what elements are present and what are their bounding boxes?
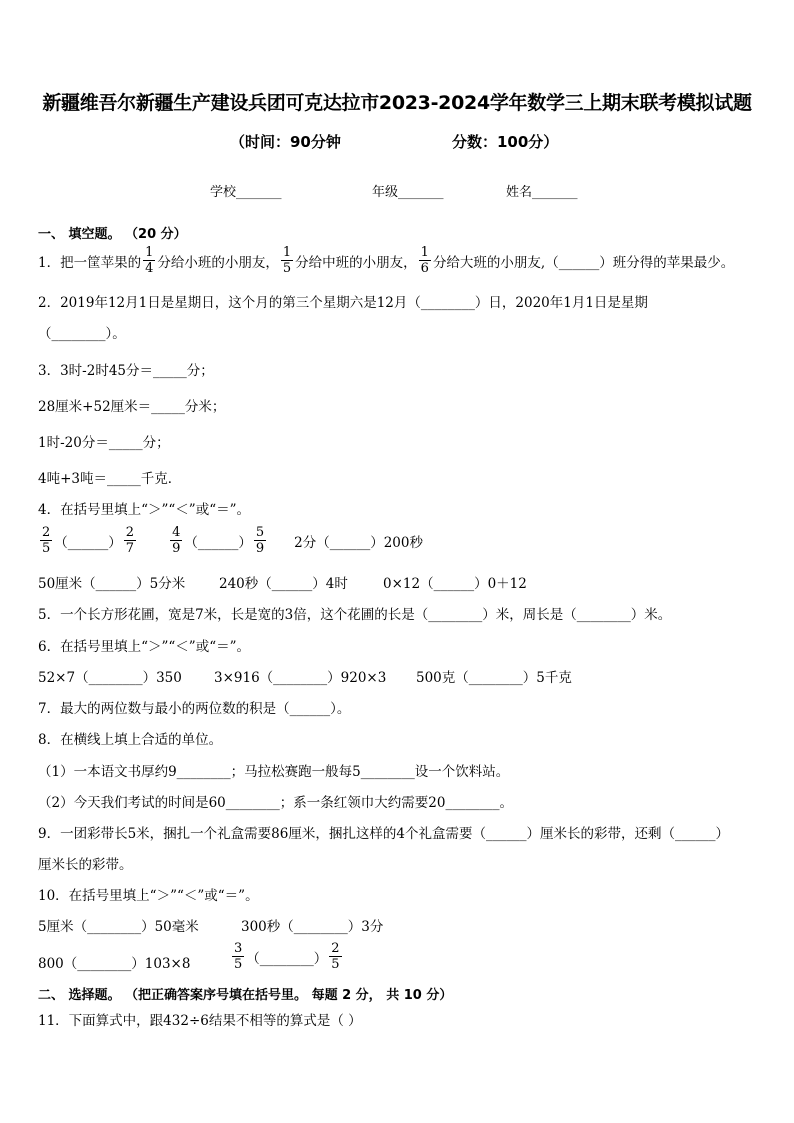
q1-text-b: 分给小班的小朋友，: [157, 254, 279, 271]
section-fill-blank-heading: 一、 填空题。 （20 分）: [38, 227, 187, 242]
question-2-line-1: 2．2019年12月1日是星期日，这个月的第三个星期六是12月（________）日，2020年1月1日是星期: [38, 295, 648, 311]
question-8-heading: 8．在横线上填上合适的单位。: [38, 732, 223, 748]
q1-text-a: 1．把一筐苹果的: [38, 254, 142, 271]
q10-fa-num: 3: [234, 941, 243, 956]
q1-fraction-3: [419, 245, 431, 276]
q1-f1-num: 1: [145, 245, 154, 260]
question-4-row-1: [38, 525, 423, 556]
q4-blank-2: （______）: [184, 534, 252, 551]
school-field: 学校_______: [210, 185, 282, 200]
q4-fb-num: 2: [125, 525, 135, 540]
q1-f2-den: 5: [282, 261, 292, 276]
q6-item-1: 52×7（________）350: [38, 670, 182, 686]
q10-item-1: 5厘米（________）50毫米: [38, 919, 199, 935]
q4-row2-item-1: 50厘米（______）5分米: [38, 576, 186, 592]
q10-fraction-a: [232, 941, 244, 972]
q10-item-4: [230, 941, 344, 972]
question-7: 7．最大的两位数与最小的两位数的积是（______）。: [38, 701, 351, 717]
q4-row1-item-3: 2分（______）200秒: [294, 534, 423, 551]
question-8-line-1: （1）一本语文书厚约9________；马拉松赛跑一般每5________设一个饮料站。: [38, 764, 510, 780]
exam-score: 分数：100分）: [452, 133, 559, 151]
q10-fb-num: 2: [331, 941, 340, 956]
exam-title: 新疆维吾尔新疆生产建设兵团可克达拉市2023-2024学年数学三上期末联考模拟试题: [42, 92, 752, 114]
q4-fraction-b: [124, 525, 136, 556]
q4-fa-num: 2: [42, 525, 51, 540]
question-4-heading: 4．在括号里填上“＞”“＜”或“＝”。: [38, 502, 250, 518]
q10-blank: （________）: [246, 950, 328, 967]
q4-fc-num: 4: [172, 525, 181, 540]
question-3-line-2: 28厘米+52厘米＝_____分米；: [38, 399, 226, 415]
q1-f1-den: 4: [145, 261, 154, 276]
q1-fraction-1: [143, 245, 155, 276]
q1-fraction-2: [281, 245, 293, 276]
q4-fc-den: 9: [172, 541, 181, 556]
q4-fraction-a: [40, 525, 52, 556]
section-choice-heading: 二、 选择题。 （把正确答案序号填在括号里。 每题 2 分， 共 10 分）: [38, 988, 453, 1003]
q1-f3-den: 6: [420, 261, 429, 276]
q10-fraction-b: [329, 941, 341, 972]
question-8-line-2: （2）今天我们考试的时间是60________；系一条红领巾大约需要20________。: [38, 795, 513, 811]
question-5: 5．一个长方形花圃，宽是7米，长是宽的3倍，这个花圃的长是（________）米，周长是（________）米。: [38, 607, 672, 623]
q1-text-c: 分给中班的小朋友，: [295, 254, 417, 271]
q10-item-3: 800（________）103×8: [38, 956, 191, 972]
question-9-line-1: 9．一团彩带长5米，捆扎一个礼盒需要86厘米，捆扎这样的4个礼盒需要（______）厘米长的彩带，还剩（______）: [38, 826, 729, 842]
q4-fraction-d: [254, 525, 266, 556]
q10-item-2: 300秒（________）3分: [241, 919, 384, 935]
q10-fa-den: 5: [234, 957, 243, 972]
name-field: 姓名_______: [506, 185, 578, 200]
q4-blank-1: （______）: [54, 534, 122, 551]
q1-f2-num: 1: [282, 245, 292, 260]
q4-fraction-c: [170, 525, 182, 556]
q6-item-2: 3×916（________）920×3: [214, 670, 387, 686]
q1-text-d: 分给大班的小朋友,（______）班分得的苹果最少。: [432, 254, 735, 271]
question-11: 11．下面算式中，跟432÷6结果不相等的算式是（ ）: [38, 1013, 362, 1029]
question-6-heading: 6．在括号里填上“＞”“＜”或“＝”。: [38, 639, 250, 655]
q4-row2-item-2: 240秒（______）4时: [219, 576, 348, 592]
question-1: [38, 245, 734, 276]
grade-field: 年级_______: [372, 185, 444, 200]
exam-time: （时间：90分钟: [230, 133, 341, 151]
q1-f3-num: 1: [420, 245, 429, 260]
q4-row2-item-3: 0×12（______）0＋12: [383, 576, 527, 592]
question-2-line-2: （________）。: [38, 326, 126, 342]
q10-fb-den: 5: [331, 957, 340, 972]
question-3-line-4: 4吨+3吨＝_____千克．: [38, 471, 182, 487]
q4-fd-den: 9: [255, 541, 265, 556]
q4-fd-num: 5: [255, 525, 265, 540]
q4-fb-den: 7: [125, 541, 135, 556]
q4-fa-den: 5: [42, 541, 51, 556]
question-3-line-3: 1时-20分＝_____分；: [38, 435, 170, 451]
q6-item-3: 500克（________）5千克: [416, 670, 572, 686]
question-9-line-2: 厘米长的彩带。: [38, 857, 133, 873]
question-3-line-1: 3．3时-2时45分＝_____分；: [38, 363, 214, 379]
question-10-heading: 10．在括号里填上“＞”“＜”或“＝”。: [38, 888, 259, 904]
